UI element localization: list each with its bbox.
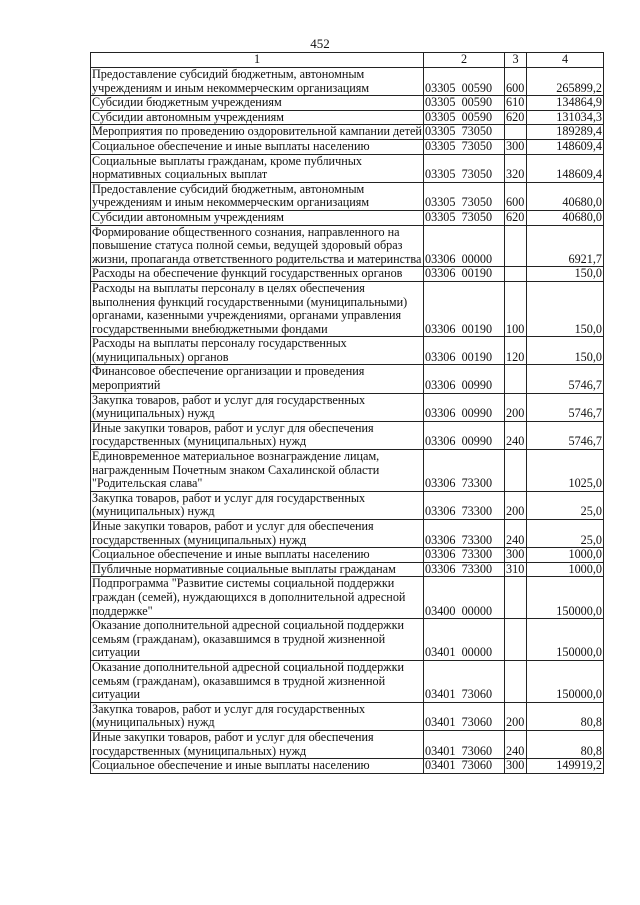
row-amount: 148609,4 [527,154,604,182]
row-name: Закупка товаров, работ и услуг для государственных (муниципальных) нужд [91,702,424,730]
row-name: Расходы на выплаты персоналу государственных (муниципальных) органов [91,337,424,365]
table-row [91,365,604,393]
row-amount: 150,0 [527,337,604,365]
row-amount: 150,0 [527,281,604,336]
row-name: Социальное обеспечение и иные выплаты населению [91,759,424,774]
row-amount: 6921,7 [527,225,604,267]
row-type [505,577,527,619]
row-name: Закупка товаров, работ и услуг для государственных (муниципальных) нужд [91,393,424,421]
row-name: Социальное обеспечение и иные выплаты населению [91,139,424,154]
row-amount: 80,8 [527,702,604,730]
row-name: Социальное обеспечение и иные выплаты населению [91,548,424,563]
row-type: 240 [505,520,527,548]
row-name: Иные закупки товаров, работ и услуг для обеспечения государственных (муниципальных) нужд [91,730,424,758]
table-row [91,225,604,267]
row-name: Формирование общественного сознания, направленного на повышение статуса полной семьи, ведущей здоровый образ жизни, пропаганда ответственного родительства и материнства [91,225,424,267]
row-amount: 5746,7 [527,393,604,421]
table-row [91,281,604,336]
row-code: 03401 73060 [424,702,505,730]
row-code: 03306 00190 [424,267,505,282]
row-type: 300 [505,548,527,563]
column-header-type: 3 [505,53,527,68]
row-code: 03305 73050 [424,125,505,140]
row-code: 03401 00000 [424,619,505,661]
table-row [91,337,604,365]
row-name: Единовременное материальное вознаграждение лицам, награжденным Почетным знаком Сахалинской области "Родительская слава" [91,450,424,492]
row-amount: 149919,2 [527,759,604,774]
row-code: 03305 73050 [424,154,505,182]
row-type [505,450,527,492]
table-row [91,660,604,702]
table-row [91,548,604,563]
table-row [91,110,604,125]
row-amount: 25,0 [527,520,604,548]
table-header-row [91,53,604,68]
row-amount: 150000,0 [527,660,604,702]
table-row [91,96,604,111]
column-header-amount: 4 [527,53,604,68]
row-name: Оказание дополнительной адресной социальной поддержки семьям (гражданам), оказавшимся в трудной жизненной ситуации [91,660,424,702]
row-amount: 1000,0 [527,548,604,563]
table-row [91,759,604,774]
table-row [91,68,604,96]
row-name: Оказание дополнительной адресной социальной поддержки семьям (гражданам), оказавшимся в трудной жизненной ситуации [91,619,424,661]
table-row [91,520,604,548]
row-amount: 131034,3 [527,110,604,125]
row-type: 300 [505,759,527,774]
row-type: 620 [505,110,527,125]
row-type: 200 [505,702,527,730]
table-row [91,450,604,492]
row-type [505,125,527,140]
row-code: 03305 73050 [424,210,505,225]
row-name: Предоставление субсидий бюджетным, автономным учреждениям и иным некоммерческим организациям [91,182,424,210]
column-header-name: 1 [91,53,424,68]
row-amount: 5746,7 [527,421,604,449]
row-code: 03306 73300 [424,548,505,563]
row-name: Субсидии автономным учреждениям [91,110,424,125]
row-name: Мероприятия по проведению оздоровительной кампании детей [92,124,422,139]
row-type: 310 [505,562,527,577]
row-name: Иные закупки товаров, работ и услуг для обеспечения государственных (муниципальных) нужд [91,520,424,548]
row-amount: 265899,2 [527,68,604,96]
table-row [91,730,604,758]
row-amount: 25,0 [527,491,604,519]
row-code: 03305 00590 [424,96,505,111]
table-row [91,577,604,619]
row-type [505,225,527,267]
row-type: 200 [505,491,527,519]
row-type [505,365,527,393]
row-code: 03401 73060 [424,759,505,774]
row-amount: 150000,0 [527,577,604,619]
row-type: 600 [505,68,527,96]
row-type: 320 [505,154,527,182]
row-amount: 40680,0 [527,182,604,210]
row-name: Иные закупки товаров, работ и услуг для обеспечения государственных (муниципальных) нужд [91,421,424,449]
row-code: 03305 00590 [424,110,505,125]
table-row [91,562,604,577]
table-row [91,139,604,154]
table-row [91,182,604,210]
row-amount: 1000,0 [527,562,604,577]
row-type: 240 [505,421,527,449]
row-code: 03305 73050 [424,182,505,210]
table-row [91,491,604,519]
row-type: 100 [505,281,527,336]
row-type: 610 [505,96,527,111]
row-amount: 150,0 [527,267,604,282]
row-code: 03306 73300 [424,562,505,577]
table-row [91,210,604,225]
row-type: 200 [505,393,527,421]
row-code: 03306 00990 [424,393,505,421]
table-row [91,267,604,282]
row-code: 03401 73060 [424,730,505,758]
row-amount: 134864,9 [527,96,604,111]
row-name: Финансовое обеспечение организации и проведения мероприятий [91,365,424,393]
page-number: 452 [310,36,330,51]
row-type [505,619,527,661]
row-amount: 80,8 [527,730,604,758]
row-name: Публичные нормативные социальные выплаты гражданам [91,562,424,577]
row-type [505,660,527,702]
row-name: Закупка товаров, работ и услуг для государственных (муниципальных) нужд [91,491,424,519]
row-amount: 148609,4 [527,139,604,154]
table-row [91,154,604,182]
row-name: Подпрограмма "Развитие системы социальной поддержки граждан (семей), нуждающихся в дополнительной адресной поддержке" [91,577,424,619]
row-amount: 1025,0 [527,450,604,492]
table-row [91,421,604,449]
table-row [91,393,604,421]
row-code: 03306 00000 [424,225,505,267]
row-amount: 189289,4 [527,125,604,140]
table-row [91,702,604,730]
row-code: 03306 73300 [424,450,505,492]
table-row [91,125,604,140]
row-name: Расходы на обеспечение функций государственных органов [91,267,424,282]
row-code: 03305 73050 [424,139,505,154]
row-name: Социальные выплаты гражданам, кроме публичных нормативных социальных выплат [91,154,424,182]
row-type: 240 [505,730,527,758]
row-code: 03306 00990 [424,421,505,449]
row-type [505,267,527,282]
row-code: 03306 00190 [424,281,505,336]
row-name: Предоставление субсидий бюджетным, автономным учреждениям и иным некоммерческим организациям [91,68,424,96]
row-code: 03306 00190 [424,337,505,365]
column-header-code: 2 [424,53,505,68]
row-code: 03305 00590 [424,68,505,96]
row-code: 03306 00990 [424,365,505,393]
row-code: 03306 73300 [424,520,505,548]
row-name: Расходы на выплаты персоналу в целях обеспечения выполнения функций государственными (муниципальными) органами, казенными учреждениями, органами управления государственными внебюджетными фондами [91,281,424,336]
budget-table [90,52,604,774]
row-code: 03306 73300 [424,491,505,519]
table-row [91,619,604,661]
row-name: Субсидии бюджетным учреждениям [91,96,424,111]
row-amount: 40680,0 [527,210,604,225]
row-type: 620 [505,210,527,225]
row-amount: 150000,0 [527,619,604,661]
row-type: 120 [505,337,527,365]
row-type: 600 [505,182,527,210]
row-amount: 5746,7 [527,365,604,393]
row-name: Субсидии автономным учреждениям [91,210,424,225]
row-code: 03401 73060 [424,660,505,702]
row-code: 03400 00000 [424,577,505,619]
row-type: 300 [505,139,527,154]
